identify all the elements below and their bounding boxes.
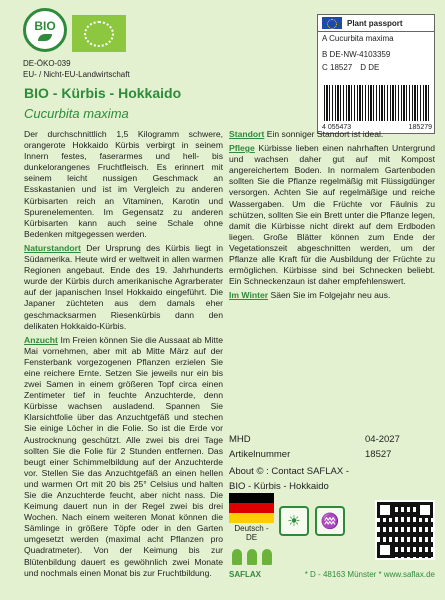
language-flag xyxy=(229,493,274,542)
naturstandort-text: Der Ursprung des Kürbis liegt in Südamerika. Heute wird er weltweit in allen warmen Regionen angebaut. Ende des 19. Jahrhunderts wurde der Kürbis durch amerikanische Agrarberater auf der japanischen Insel Hokkaido eingeführt. Die Japaner züchteten aus dem damals eher geschmacksarmen Riesenkürbis dann den delikaten Hokkaido-Kürbis. xyxy=(24,242,223,331)
sun-icon: ☀ xyxy=(279,506,309,536)
brand-address: * D - 48163 Münster * www.saflax.de xyxy=(304,570,435,579)
german-flag-icon xyxy=(229,493,274,523)
leaf-icon xyxy=(38,34,52,41)
passport-line-a: A Cucurbita maxima xyxy=(322,34,394,43)
pflege-heading: Pflege xyxy=(229,143,255,154)
mhd-value: 04-2027 xyxy=(365,434,400,445)
article-number-label: Artikelnummer xyxy=(229,449,291,460)
bio-logo xyxy=(23,8,67,52)
cert-code: DE-ÖKO-039 xyxy=(23,59,71,68)
winter-heading: Im Winter xyxy=(229,290,269,301)
passport-line-c: C 18527 xyxy=(322,63,353,72)
article-number-value: 18527 xyxy=(365,449,392,460)
description-column-1 xyxy=(24,129,223,594)
product-line: BIO - Kürbis - Hokkaido xyxy=(229,481,329,492)
anzucht-paragraph xyxy=(24,335,223,579)
watering-icon: ♒ xyxy=(315,506,345,536)
standort-heading: Standort xyxy=(229,129,265,139)
mhd-label: MHD xyxy=(229,434,251,445)
eu-stars-icon xyxy=(84,21,114,47)
pflege-text: Kürbisse lieben einen nahrhaften Untergrund und wachsen daher gut auf mit Kompost angereichertem Boden. In normalem Gartenboden sollten Sie die Pflanze regelmäßig mit Flüssigdünger versorgen. Achten Sie auf regelmäßige und reiche Wassergaben. Um die Früchte vor Fäulnis zu schützen, sollten Sie ein Brett unter die Pflanze legen, damit die Kürbisse nicht direkt auf dem Erdboden liegen. Große Blätter können zum Ende der Vegetationszeit abgeschnitten werden, um der Pflanze alle Kraft für die Ausbildung der Früchte zu ermöglichen. Kürbisse sind bei Schnecken beliebt. Ein Schneckenzaun ist daher empfehlenswert. xyxy=(229,143,435,287)
brand-name: SAFLAX xyxy=(229,570,261,579)
eu-organic-logo xyxy=(72,15,126,52)
winter-paragraph xyxy=(229,290,435,301)
anzucht-heading: Anzucht xyxy=(24,334,58,345)
pflege-paragraph xyxy=(229,143,435,287)
standort-text: Ein sonniger Standort ist ideal. xyxy=(264,129,384,139)
eu-flag-icon xyxy=(322,17,342,29)
product-info xyxy=(229,432,435,494)
latin-name: Cucurbita maxima xyxy=(24,106,129,121)
product-title: BIO - Kürbis - Hokkaido xyxy=(24,85,182,101)
standort-paragraph xyxy=(229,129,435,140)
about-contact: About © : Contact SAFLAX - xyxy=(229,466,349,477)
barcode-right: 185279 xyxy=(408,124,432,131)
qr-code xyxy=(375,500,435,560)
anzucht-text: Im Freien können Sie die Aussaat ab Mitte Mai vornehmen, aber mit ab Mitte März auf der Fensterbank vorgezogenen Pflanzen erzielen Sie eine reichere Ernte. Setzen Sie jeweils nur ein bis zwei Samen in einem größeren Topf circa einen Zentimeter tief in feuchte Anzuchterde, denn Kürbisse wachsen ausladend. Spannen Sie Klarsichtfolie über das Anzuchtgefäß und stechen Sie einige Löcher in die Folie. So ist die Erde vor Austrocknung geschützt. Alle zwei bis drei Tage sollten Sie die Folie für 2 Stunden entfernen. Das beugt einer Schimmelbildung auf der Anzuchterde vor. Stellen Sie das Anzuchtgefäß an einen hellen und warmen Ort mit 20 bis 25° Celsius und halten Sie die Anzuchterde feucht, aber nicht nass. Die Keimung dauert nun in der Regel zwei bis drei Wochen. Nach einem weiteren Monat können die Sämlinge in größere Töpfe oder in den Garten umgesetzt werden (maximal acht Pflanzen pro Quadratmeter). Von der Keimung bis zur Blütenbildung dauert es gewöhnlich zwei Monate und nochmals einen Monat bis zur Fruchtbildung. xyxy=(24,334,223,578)
passport-title: Plant passport xyxy=(347,18,403,28)
description-column-2 xyxy=(229,129,435,422)
care-icons xyxy=(279,506,345,536)
barcode xyxy=(324,85,430,121)
intro-text: Der durchschnittlich 1,5 Kilogramm schwere, orangerote Hokkaido Kürbis verbirgt in seinem Innern festes, faserarmes und hell- bis dunkelorangenes Fruchtfleisch. Es erinnert mit seinem leicht nussigen Geschmack an Esskastanien und ist im Vergleich zu anderen Kürbisarten reich an Vitaminen, Karotin und Spurenelementen. Im Gegensatz zu anderen Kürbisarten kann auch seine Schale ohne Bedenken mitgegessen werden. xyxy=(24,129,223,239)
passport-line-d: D DE xyxy=(360,63,380,72)
seedlings-icon xyxy=(229,537,274,565)
certification xyxy=(23,58,130,80)
passport-line-b: B DE-NW-4103359 xyxy=(322,50,391,59)
winter-text: Säen Sie im Folgejahr neu aus. xyxy=(268,290,391,301)
bio-logo-text: BIO xyxy=(34,18,56,33)
naturstandort-paragraph xyxy=(24,243,223,332)
barcode-left: 4 055473 xyxy=(322,124,352,131)
cert-origin: EU- / Nicht-EU-Landwirtschaft xyxy=(23,70,130,79)
plant-passport xyxy=(317,14,435,134)
footer xyxy=(229,570,435,579)
flag-label: Deutsch - DE xyxy=(234,524,269,542)
naturstandort-heading: Naturstandort xyxy=(24,242,81,253)
